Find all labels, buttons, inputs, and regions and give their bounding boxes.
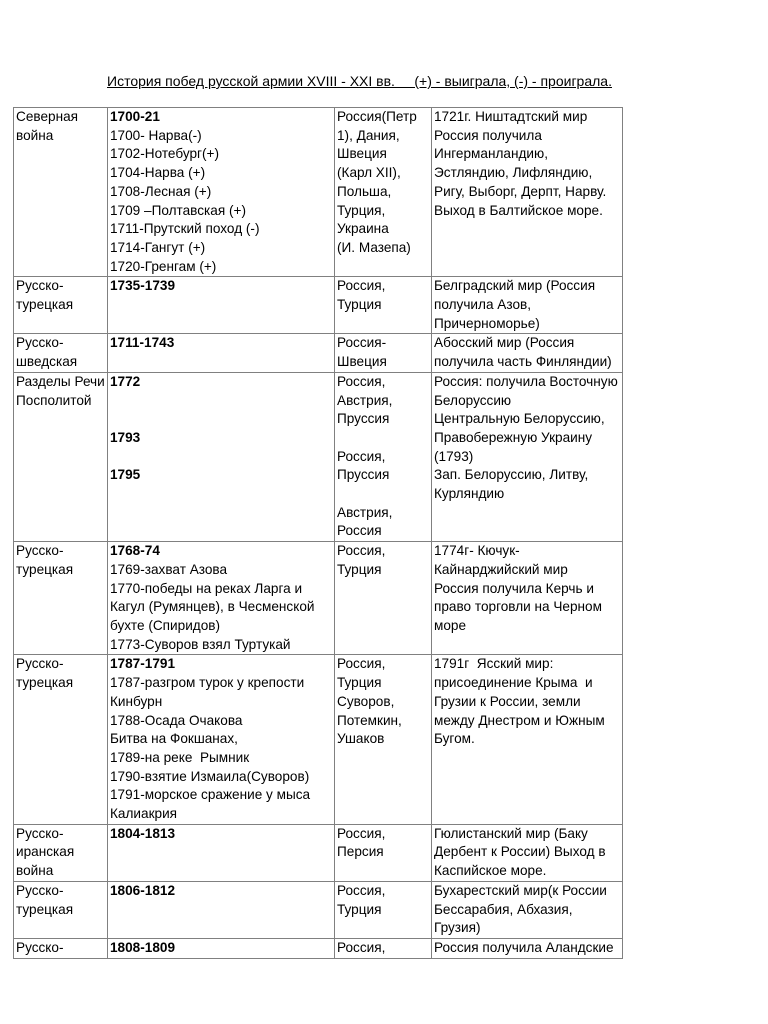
event-line: 1791-морское сражение у мыса	[110, 787, 311, 803]
cell-line: Австрия,	[337, 504, 393, 520]
cell-line: турецкая	[16, 297, 74, 313]
events-cell	[108, 881, 335, 938]
cell-line: Турция,	[337, 202, 386, 218]
result-cell	[432, 334, 623, 372]
war-name-cell	[14, 938, 108, 958]
event-line: 1790-взятие Измаила(Суворов)	[110, 768, 310, 784]
event-line	[110, 410, 332, 429]
war-name-cell	[14, 108, 108, 277]
cell-line: Россия,	[337, 825, 386, 841]
cell-line: Россия,	[337, 543, 386, 559]
event-period: 1787-1791	[110, 656, 176, 672]
table-row	[14, 938, 623, 958]
cell-line: Россия получила Керчь и	[434, 580, 594, 596]
cell-line: Потемкин,	[337, 712, 402, 728]
cell-line: 1791г Ясский мир:	[434, 656, 554, 672]
table-row	[14, 824, 623, 881]
event-line: 1770-победы на реках Ларга и	[110, 580, 303, 596]
cell-line: Русско-	[16, 656, 64, 672]
war-name-cell	[14, 655, 108, 824]
result-cell	[432, 372, 623, 541]
cell-line: Россия,	[337, 939, 386, 955]
cell-line: получила часть Финляндии)	[434, 354, 612, 370]
event-line: 1700- Нарва(-)	[110, 127, 202, 143]
event-period: 1806-1812	[110, 882, 176, 898]
cell-line: Россия получила Аландские	[434, 939, 614, 955]
cell-line: право торговли на Черном	[434, 599, 602, 615]
events-cell	[108, 938, 335, 958]
table-row	[14, 881, 623, 938]
event-period: 1808-1809	[110, 939, 176, 955]
cell-line: Правобережную Украину	[434, 429, 593, 445]
cell-line: Каспийское море.	[434, 863, 547, 879]
events-cell	[108, 334, 335, 372]
table-row	[14, 372, 623, 541]
war-name-cell	[14, 542, 108, 655]
cell-line: турецкая	[16, 561, 74, 577]
event-line: Кагул (Румянцев), в Чесменской	[110, 599, 315, 615]
sides-cell	[335, 372, 432, 541]
cell-line: Абосский мир (Россия	[434, 335, 575, 351]
event-line: Калиакрия	[110, 806, 178, 822]
result-cell	[432, 938, 623, 958]
cell-line: 1774г- Кючук-	[434, 543, 520, 559]
cell-line: Зап. Белоруссию, Литву,	[434, 467, 589, 483]
cell-line: Швеция	[337, 354, 387, 370]
events-cell	[108, 542, 335, 655]
cell-line: Гюлистанский мир (Баку	[434, 825, 588, 841]
cell-line: Пруссия	[337, 411, 390, 427]
events-cell	[108, 824, 335, 881]
cell-line: иранская	[16, 844, 75, 860]
table-row	[14, 542, 623, 655]
result-cell	[432, 881, 623, 938]
war-name-cell	[14, 824, 108, 881]
cell-line: Бугом.	[434, 731, 475, 747]
sides-cell	[335, 542, 432, 655]
cell-line: турецкая	[16, 901, 74, 917]
cell-line: Разделы Речи	[16, 373, 105, 389]
cell-line: Грузия)	[434, 920, 481, 936]
cell-line: Россия,	[337, 656, 386, 672]
cell-line: Ингерманландию,	[434, 146, 548, 162]
cell-line: Россия-	[337, 335, 387, 351]
cell-line: Россия(Петр	[337, 109, 417, 124]
cell-line: Польша,	[337, 183, 392, 199]
cell-line: Россия,	[337, 278, 386, 294]
event-line: 1702-Нотебург(+)	[110, 146, 219, 162]
cell-line: Грузии к России, земли	[434, 693, 581, 709]
sides-cell	[335, 108, 432, 277]
cell-line: война	[16, 863, 54, 879]
cell-line: Дербент к России) Выход в	[434, 844, 606, 860]
cell-line: Россия	[337, 523, 382, 539]
cell-line: Турция	[337, 297, 382, 313]
cell-line: Украина	[337, 221, 389, 237]
sides-cell	[335, 881, 432, 938]
cell-line: Курляндию	[434, 486, 505, 502]
sides-cell	[335, 334, 432, 372]
cell-line: получила Азов,	[434, 297, 532, 313]
war-name-cell	[14, 277, 108, 334]
event-period: 1711-1743	[110, 335, 175, 351]
cell-line	[337, 429, 429, 448]
cell-line: Эстляндию, Лифляндию,	[434, 165, 593, 181]
event-line: 1720-Гренгам (+)	[110, 258, 217, 274]
cell-line: Русско-	[16, 825, 64, 841]
result-cell	[432, 824, 623, 881]
cell-line: Персия	[337, 844, 384, 860]
event-period: 1772	[110, 373, 141, 389]
war-name-cell	[14, 334, 108, 372]
cell-line: Суворов,	[337, 693, 395, 709]
table-row	[14, 277, 623, 334]
event-period: 1793	[110, 429, 141, 445]
cell-line: Россия,	[337, 373, 386, 389]
event-line: 1714-Гангут (+)	[110, 239, 206, 255]
event-line: 1709 –Полтавская (+)	[110, 202, 246, 218]
cell-line: шведская	[16, 354, 78, 370]
cell-line: 1), Дания,	[337, 127, 400, 143]
result-cell	[432, 542, 623, 655]
result-cell	[432, 655, 623, 824]
event-period: 1735-1739	[110, 278, 176, 294]
event-line: бухте (Спиридов)	[110, 617, 221, 633]
event-period: 1795	[110, 467, 141, 483]
event-line: 1773-Суворов взял Туртукай	[110, 636, 291, 652]
victories-table	[13, 107, 623, 959]
cell-line: Северная	[16, 109, 78, 124]
event-line: 1788-Осада Очакова	[110, 712, 243, 728]
document-title: История побед русской армии XVIII - XXI вв. (+) - выиграла, (-) - проиграла.	[107, 73, 612, 89]
cell-line: Ушаков	[337, 731, 385, 747]
cell-line: Австрия,	[337, 392, 393, 408]
event-line: 1789-на реке Рымник	[110, 749, 250, 765]
sides-cell	[335, 277, 432, 334]
table-row	[14, 108, 623, 277]
cell-line: Ригу, Выборг, Дерпт, Нарву.	[434, 183, 607, 199]
cell-line: Турция	[337, 675, 382, 691]
war-name-cell	[14, 881, 108, 938]
event-period: 1700-21	[110, 109, 160, 124]
cell-line: Россия получила	[434, 127, 542, 143]
cell-line: (1793)	[434, 448, 474, 464]
cell-line: присоединение Крыма и	[434, 675, 593, 691]
cell-line: Турция	[337, 561, 382, 577]
event-line	[110, 448, 332, 467]
cell-line: море	[434, 617, 467, 633]
cell-line: (Карл XII),	[337, 165, 401, 181]
cell-line: Турция	[337, 901, 382, 917]
event-period: 1804-1813	[110, 825, 176, 841]
cell-line: война	[16, 127, 54, 143]
event-period: 1768-74	[110, 543, 160, 559]
cell-line: Пруссия	[337, 467, 390, 483]
sides-cell	[335, 655, 432, 824]
cell-line: Выход в Балтийское море.	[434, 202, 603, 218]
cell-line: Бессарабия, Абхазия,	[434, 901, 573, 917]
cell-line: Русско-	[16, 335, 64, 351]
cell-line: Кайнарджийский мир	[434, 561, 568, 577]
result-cell	[432, 108, 623, 277]
cell-line: Белградский мир (Россия	[434, 278, 596, 294]
cell-line: турецкая	[16, 675, 74, 691]
table-row	[14, 655, 623, 824]
events-cell	[108, 108, 335, 277]
cell-line	[337, 485, 429, 504]
events-cell	[108, 655, 335, 824]
cell-line: Центральную Белоруссию,	[434, 411, 605, 427]
cell-line: Русско-	[16, 939, 64, 955]
cell-line: Россия: получила Восточную	[434, 373, 618, 389]
cell-line: 1721г. Ништадтский мир	[434, 109, 588, 124]
cell-line: Белоруссию	[434, 392, 512, 408]
cell-line: Русско-	[16, 543, 64, 559]
event-line: Кинбурн	[110, 693, 163, 709]
result-cell	[432, 277, 623, 334]
cell-line: Швеция	[337, 146, 387, 162]
event-line: 1704-Нарва (+)	[110, 165, 206, 181]
cell-line: Причерноморье)	[434, 315, 540, 331]
cell-line: Русско-	[16, 882, 64, 898]
cell-line: Бухарестский мир(к России	[434, 882, 607, 898]
event-line: 1708-Лесная (+)	[110, 183, 212, 199]
cell-line: между Днестром и Южным	[434, 712, 605, 728]
sides-cell	[335, 938, 432, 958]
event-line: 1787-разгром турок у крепости	[110, 675, 305, 691]
events-cell	[108, 372, 335, 541]
events-cell	[108, 277, 335, 334]
cell-line: Россия,	[337, 882, 386, 898]
event-line	[110, 392, 332, 411]
event-line: 1711-Прутский поход (-)	[110, 221, 260, 237]
cell-line: Русско-	[16, 278, 64, 294]
sides-cell	[335, 824, 432, 881]
war-name-cell	[14, 372, 108, 541]
event-line: Битва на Фокшанах,	[110, 731, 238, 747]
event-line: 1769-захват Азова	[110, 561, 228, 577]
cell-line: Посполитой	[16, 392, 92, 408]
cell-line: (И. Мазепа)	[337, 239, 411, 255]
cell-line: Россия,	[337, 448, 386, 464]
table-row	[14, 334, 623, 372]
